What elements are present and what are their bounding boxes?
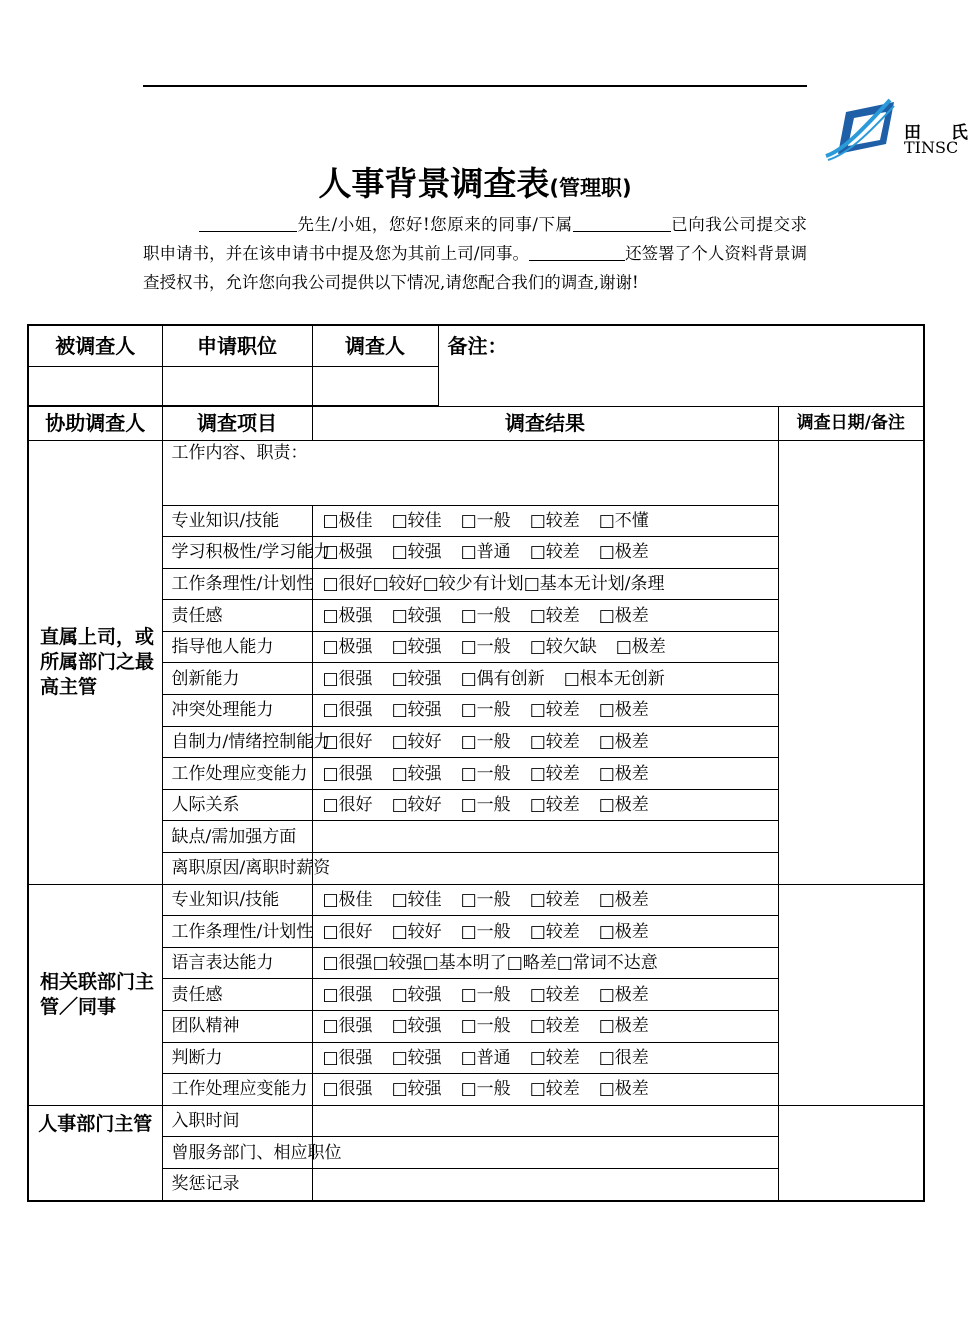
survey-item: 创新能力 [162,663,312,695]
header-assistant: 协助调查人 [28,406,162,440]
checkbox-option[interactable]: □很好 [322,573,373,594]
checkbox-option[interactable]: □很好 [322,731,373,752]
checkbox-option[interactable]: □一般 [460,763,511,784]
result-options [312,663,778,695]
checkbox-option[interactable]: □较强 [391,763,442,784]
checkbox-option[interactable]: □极差 [598,795,649,816]
checkbox-option[interactable]: □极差 [598,889,649,910]
checkbox-option[interactable]: □常词不达意 [556,953,658,974]
position-field[interactable] [162,366,312,406]
checkbox-option[interactable]: □较强 [391,1047,442,1068]
checkbox-option[interactable]: □一般 [460,984,511,1005]
checkbox-option[interactable]: □较差 [529,605,580,626]
checkbox-option[interactable]: □较差 [529,763,580,784]
checkbox-option[interactable]: □较好 [372,573,423,594]
header-investigator: 调查人 [312,325,438,366]
checkbox-option[interactable]: □一般 [460,889,511,910]
checkbox-option[interactable]: □较差 [529,889,580,910]
checkbox-option[interactable]: □较差 [529,510,580,531]
survey-item: 自制力/情绪控制能力 [162,726,312,758]
checkbox-option[interactable]: □很差 [598,1047,649,1068]
checkbox-option[interactable]: □略差 [506,953,557,974]
survey-item: 工作条理性/计划性 [162,916,312,948]
checkbox-option[interactable]: □极差 [598,984,649,1005]
result-options [312,758,778,790]
checkbox-option[interactable]: □很强 [322,700,373,721]
checkbox-option[interactable]: □较强 [391,668,442,689]
investigator-field[interactable] [312,366,438,406]
result-options [312,726,778,758]
remarks-label: 备注： [447,334,508,358]
result-options [312,789,778,821]
survey-table [27,324,925,1202]
survey-item: 专业知识/技能 [162,505,312,537]
survey-item: 缺点/需加强方面 [162,821,312,853]
checkbox-option[interactable]: □较差 [529,731,580,752]
checkbox-option[interactable]: □一般 [460,605,511,626]
checkbox-option[interactable]: □较强 [372,953,423,974]
checkbox-option[interactable]: □一般 [460,510,511,531]
investigated-field[interactable] [28,366,162,406]
date-remarks-field[interactable] [778,884,924,1105]
checkbox-option[interactable]: □极差 [598,921,649,942]
result-options[interactable] [312,821,778,853]
checkbox-option[interactable]: □较好 [391,795,442,816]
header-investigated: 被调查人 [28,325,162,366]
checkbox-option[interactable]: □较差 [529,921,580,942]
result-options [312,979,778,1011]
checkbox-option[interactable]: □很强 [322,763,373,784]
page-title [0,158,950,205]
header-date-remarks: 调查日期/备注 [778,406,924,440]
checkbox-option[interactable]: □普通 [460,542,511,563]
checkbox-option[interactable]: □极强 [322,637,373,658]
survey-item: 语言表达能力 [162,947,312,979]
logo-text-en: TINSC [904,138,959,157]
group-label-related-dept: 相关联部门主管／同事 [28,884,162,1105]
result-options [312,631,778,663]
checkbox-option[interactable]: □不懂 [598,510,649,531]
checkbox-option[interactable]: □较差 [529,700,580,721]
survey-item: 工作处理应变能力 [162,1074,312,1106]
checkbox-option[interactable]: □很强 [322,984,373,1005]
candidate-blank[interactable] [529,244,625,261]
checkbox-option[interactable]: □较差 [529,542,580,563]
result-options[interactable] [312,853,778,885]
checkbox-option[interactable]: □很强 [322,953,373,974]
checkbox-option[interactable]: □极佳 [322,889,373,910]
date-remarks-field[interactable] [778,440,924,884]
header-remarks[interactable] [438,325,924,406]
checkbox-option[interactable]: □较差 [529,795,580,816]
checkbox-option[interactable]: □极差 [598,700,649,721]
checkbox-option[interactable]: □较差 [529,984,580,1005]
survey-item: 人际关系 [162,789,312,821]
checkbox-option[interactable]: □极差 [598,731,649,752]
survey-item: 曾服务部门、相应职位 [162,1137,312,1169]
result-options [312,884,778,916]
survey-item: 冲突处理能力 [162,695,312,727]
checkbox-option[interactable]: □较强 [391,1016,442,1037]
checkbox-option[interactable]: □一般 [460,637,511,658]
checkbox-option[interactable]: □极差 [598,542,649,563]
checkbox-option[interactable]: □一般 [460,1079,511,1100]
date-remarks-field[interactable] [778,1105,924,1200]
checkbox-option[interactable]: □较强 [391,605,442,626]
result-field[interactable] [312,1105,778,1137]
checkbox-option[interactable]: □一般 [460,700,511,721]
survey-item: 判断力 [162,1042,312,1074]
checkbox-option[interactable]: □极强 [322,542,373,563]
checkbox-option[interactable]: □一般 [460,795,511,816]
name-blank[interactable] [199,215,297,232]
group-label-hr-manager: 人事部门主管 [28,1105,162,1200]
result-options [312,947,778,979]
checkbox-option[interactable]: □很强 [322,1016,373,1037]
checkbox-option[interactable]: □一般 [460,1016,511,1037]
survey-item: 工作条理性/计划性 [162,568,312,600]
survey-item: 工作处理应变能力 [162,758,312,790]
survey-item: 团队精神 [162,1011,312,1043]
result-options [312,695,778,727]
result-field[interactable] [312,1168,778,1200]
survey-item: 学习积极性/学习能力 [162,537,312,569]
result-options [312,1074,778,1106]
checkbox-option[interactable]: □基本明了 [422,953,507,974]
result-options [312,1042,778,1074]
checkbox-option[interactable]: □较佳 [391,510,442,531]
checkbox-option[interactable]: □普通 [460,1047,511,1068]
checkbox-option[interactable]: □较强 [391,637,442,658]
checkbox-option[interactable]: □极差 [598,1016,649,1037]
checkbox-option[interactable]: □较好 [391,731,442,752]
checkbox-option[interactable]: □很好 [322,921,373,942]
checkbox-option[interactable]: □较好 [391,921,442,942]
result-options [312,505,778,537]
checkbox-option[interactable]: □较强 [391,542,442,563]
result-options [312,600,778,632]
checkbox-option[interactable]: □根本无创新 [563,668,665,689]
checkbox-option[interactable]: □很强 [322,1047,373,1068]
top-rule [143,85,807,87]
checkbox-option[interactable]: □偶有创新 [460,668,545,689]
checkbox-option[interactable]: □很强 [322,1079,373,1100]
job-duties-field[interactable] [162,440,778,505]
header-item: 调查项目 [162,406,312,440]
title-sub: (管理职) [549,176,632,200]
checkbox-option[interactable]: □较少有计划 [422,573,524,594]
checkbox-option[interactable]: □较差 [529,1016,580,1037]
colleague-blank[interactable] [573,215,671,232]
checkbox-option[interactable]: □一般 [460,731,511,752]
survey-item: 指导他人能力 [162,631,312,663]
checkbox-option[interactable]: □极差 [598,763,649,784]
checkbox-option[interactable]: □较强 [391,1079,442,1100]
result-field[interactable] [312,1137,778,1169]
intro-p1: 先生/小姐，您好!您原来的同事/下属 [297,215,573,234]
checkbox-option[interactable]: □较强 [391,700,442,721]
checkbox-option[interactable]: □一般 [460,921,511,942]
header-position: 申请职位 [162,325,312,366]
checkbox-option[interactable]: □极强 [322,605,373,626]
checkbox-option[interactable]: □极差 [598,605,649,626]
header-result: 调查结果 [312,406,778,440]
survey-item: 专业知识/技能 [162,884,312,916]
survey-item: 离职原因/离职时薪资 [162,853,312,885]
survey-item: 责任感 [162,600,312,632]
result-options [312,537,778,569]
job-duties-label: 工作内容、职责： [171,442,308,463]
checkbox-option[interactable]: □极佳 [322,510,373,531]
checkbox-option[interactable]: □极差 [598,1079,649,1100]
group-label-direct-supervisor: 直属上司，或所属部门之最高主管 [28,440,162,884]
title-main: 人事背景调查表 [318,164,550,203]
checkbox-option[interactable]: □较差 [529,1047,580,1068]
result-options [312,568,778,600]
checkbox-option[interactable]: □很强 [322,668,373,689]
result-options [312,916,778,948]
checkbox-option[interactable]: □基本无计划/条理 [523,573,665,594]
intro-p3: 还签署了个人资料背景调查授权书，允许您向我公司提供以下情况,请您配合我们的调查,谢谢! [143,244,807,292]
intro-paragraph [143,210,807,297]
logo-text-cn: 田 氏 [904,123,980,143]
checkbox-option[interactable]: □极差 [615,637,666,658]
survey-item: 责任感 [162,979,312,1011]
checkbox-option[interactable]: □较欠缺 [529,637,597,658]
survey-item: 入职时间 [162,1105,312,1137]
result-options [312,1011,778,1043]
checkbox-option[interactable]: □很好 [322,795,373,816]
checkbox-option[interactable]: □较佳 [391,889,442,910]
checkbox-option[interactable]: □较强 [391,984,442,1005]
intro-p2: 已向我公司提交求职申请书，并在该申请书中提及您为其前上司/同事。 [143,215,808,263]
survey-item: 奖惩记录 [162,1168,312,1200]
checkbox-option[interactable]: □较差 [529,1079,580,1100]
